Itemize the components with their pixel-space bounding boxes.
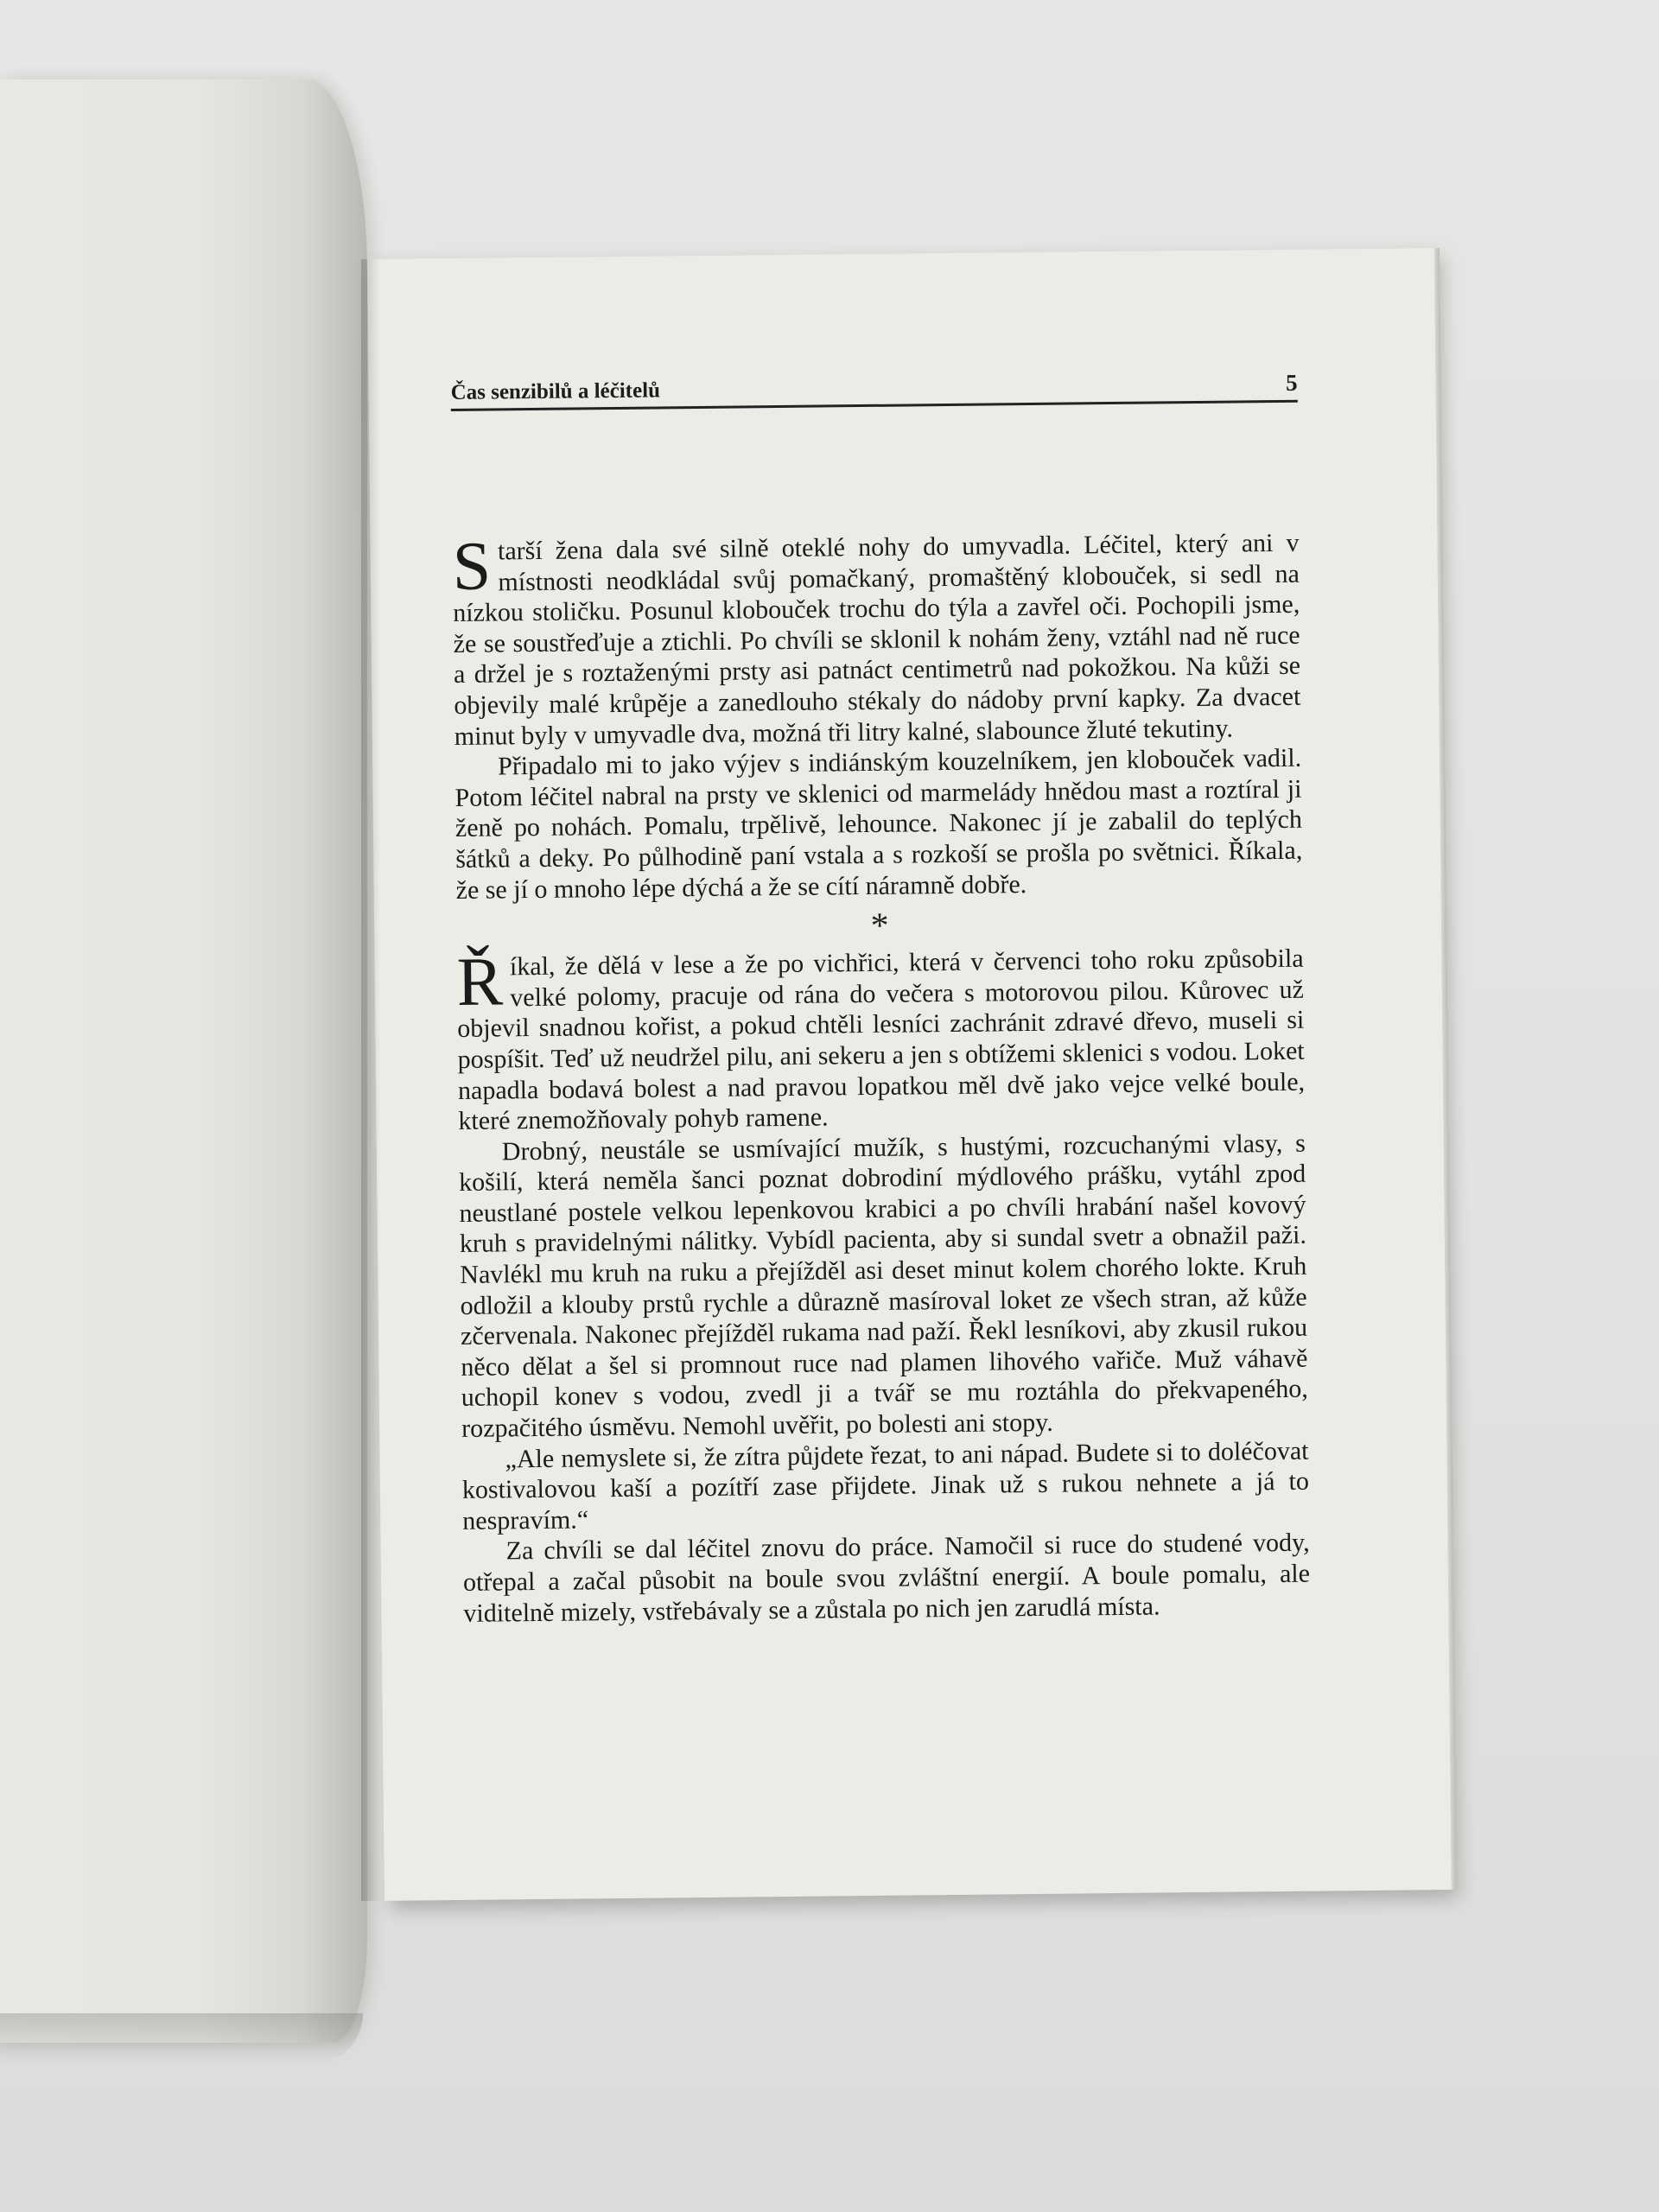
paragraph-text: tarší žena dala své silně oteklé nohy do umyvadla. Léčitel, který ani v místnosti neodkládal svůj pomačkaný, promaštěný klobouček, si sedl na nízkou stoličku. Posunul klobouček trochu do týla a zavřel oči. Pochopili jsme, že se soustřeďuje a ztichli. Po chvíli se sklonil k nohám ženy, vztáhl nad ně ruce a držel je s roztaženými prsty asi patnáct centimetrů nad pokožkou. Na kůži se objevily malé krůpěje a zanedlouho stékaly do nádoby první kapky. Za dvacet minut byly v umyvadle dva, možná tři litry kalné, slabounce žluté tekutiny. xyxy=(453,528,1301,751)
running-head xyxy=(450,369,1297,411)
section-separator: * xyxy=(870,906,889,947)
left-page-shadow xyxy=(0,2013,363,2065)
section2-paragraph2: Drobný, neustále se usmívající mužík, s hustými, rozcuchanými vlasy, s košilí, která neměla šanci poznat dobrodiní mýdlového prášku, vytáhl zpod neustlané postele velkou lepenkovou krabici a po chvíli hrabání našel kovový kruh s pravidelnými nálitky. Vybídl pacienta, aby si sundal svetr a obnažil paži. Navlékl mu kruh na ruku a přejížděl asi deset minut kolem chorého lokte. Kruh odložil a klouby prstů rychle a důrazně masíroval loket ze všech stran, až kůže zčervenala. Nakonec přejížděl rukama nad paží. Řekl lesníkovi, aby zkusil rukou něco dělat a šel si promnout ruce nad plamen lihového vařiče. Muž váhavě uchopil konev s vodou, zvedl ji a tvář se mu roztáhla do překvapeného, rozpačitého úsměvu. Nemohl uvěřit, po bolesti ani stopy. xyxy=(459,1128,1308,1443)
section1-paragraph2: Připadalo mi to jako výjev s indiánským kouzelníkem, jen klobouček vadil. Potom léčitel nabral na prsty ve sklenici od marmelády hnědou mast a roztíral ji ženě po nohách. Pomalu, trpělivě, lehounce. Nakonec jí je zabalil do teplých šátků a deky. Po půlhodině paní vstala a s rozkoší se prošla po světnici. Říkala, že se jí o mnoho lépe dýchá a že se cítí náramně dobře. xyxy=(454,743,1303,905)
section2-paragraph4: Za chvíli se dal léčitel znovu do práce. Namočil si ruce do studené vody, otřepal a začal působit na boule svou zvláštní energií. A boule pomalu, ale viditelně mizely, vstřebávaly se a zůstala po nich jen zarudlá místa. xyxy=(462,1529,1311,1628)
dropcap: S xyxy=(452,528,492,605)
page-number: 5 xyxy=(1285,369,1298,396)
book-gutter xyxy=(361,259,380,1901)
section2-paragraph3: „Ale nemyslete si, že zítra půjdete řezat, to ani nápad. Budete si to doléčovat kostivalovou kaší a pozítří zase přijdete. Jinak už s rukou nehnete a já to nespravím.“ xyxy=(461,1436,1310,1535)
section2-paragraph1 xyxy=(456,944,1305,1137)
dropcap: Ř xyxy=(456,944,504,1021)
paragraph-text: íkal, že dělá v lese a že po vichřici, která v červenci toho roku způsobila velké polomy, pracuje od rána do večera s motorovou pilou. Kůrovec už objevil snadnou kořist, a pokud chtěli lesníci zachránit zdravé dřevo, museli si pospíšit. Teď už neudržel pilu, ani sekeru a jen s obtížemi sklenici s vodou. Loket napadla bodavá bolest a nad pravou lopatkou měl dvě jako vejce velké boule, které znemožňovaly pohyb ramene. xyxy=(457,944,1306,1136)
body-text xyxy=(452,528,1310,1629)
section1-paragraph1 xyxy=(452,528,1301,752)
right-page xyxy=(367,248,1452,1901)
running-title: Čas senzibilů a léčitelů xyxy=(450,378,661,404)
left-page-curl xyxy=(0,79,367,2043)
